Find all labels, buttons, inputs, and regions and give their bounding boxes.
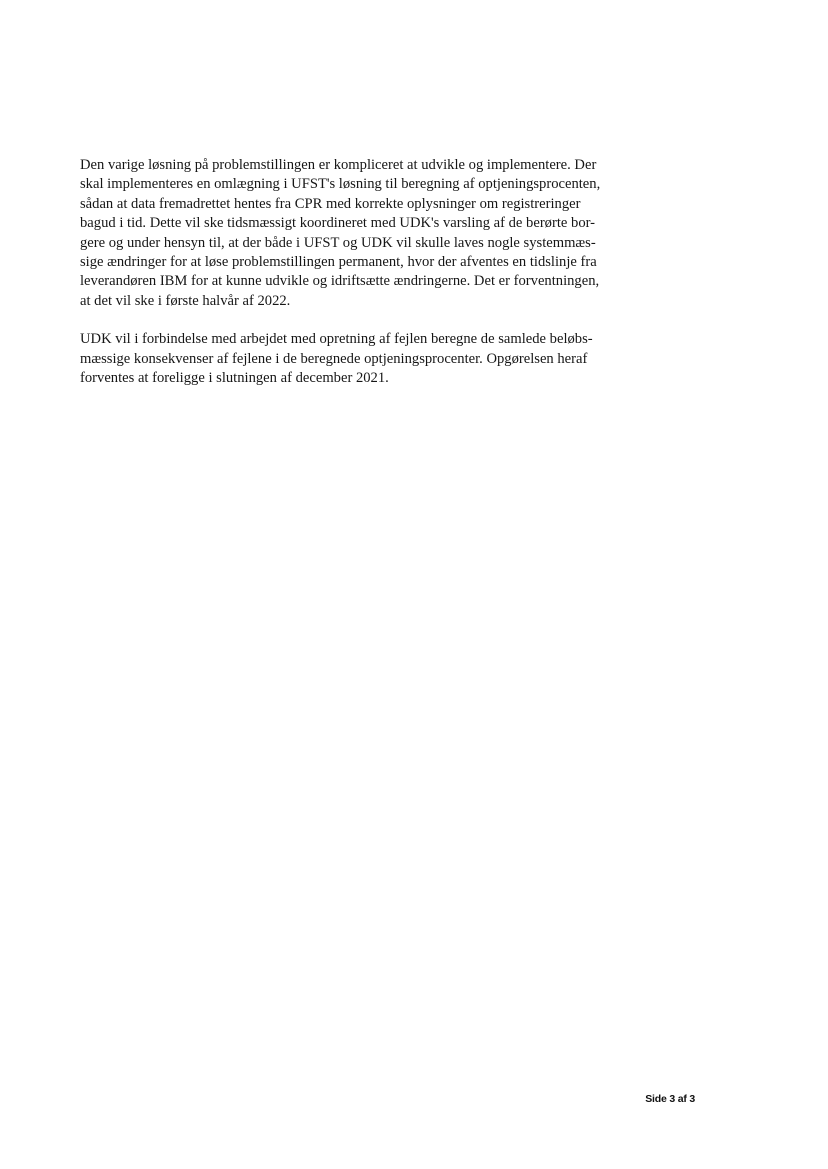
page-number: Side 3 af 3 <box>645 1093 695 1105</box>
paragraph-line: Den varige løsning på problemstillingen er kompliceret at udvikle og implementere. Der <box>80 157 597 173</box>
paragraph-line: gere og under hensyn til, at der både i UFST og UDK vil skulle laves nogle systemmæs- <box>80 234 596 251</box>
paragraph-line: skal implementeres en omlægning i UFST's løsning til beregning af optjeningsprocenten, <box>80 176 601 193</box>
paragraph-line: sådan at data fremadrettet hentes fra CPR med korrekte oplysninger om registreringer <box>80 195 581 212</box>
paragraph-1 <box>80 156 620 311</box>
paragraph-2 <box>80 330 620 388</box>
paragraph-line: forventes at foreligge i slutningen af december 2021. <box>80 370 389 387</box>
document-body <box>80 156 620 388</box>
paragraph-line: bagud i tid. Dette vil ske tidsmæssigt koordineret med UDK's varsling af de berørte bor- <box>80 215 596 232</box>
paragraph-line: at det vil ske i første halvår af 2022. <box>80 292 291 309</box>
paragraph-line: UDK vil i forbindelse med arbejdet med opretning af fejlen beregne de samlede beløbs- <box>80 331 593 348</box>
paragraph-line: sige ændringer for at løse problemstillingen permanent, hvor der afventes en tidslinje fra <box>80 254 597 271</box>
paragraph-line: leverandøren IBM for at kunne udvikle og idriftsætte ændringerne. Det er forventningen, <box>80 273 600 290</box>
paragraph-line: mæssige konsekvenser af fejlene i de beregnede optjeningsprocenter. Opgørelsen heraf <box>80 350 588 367</box>
